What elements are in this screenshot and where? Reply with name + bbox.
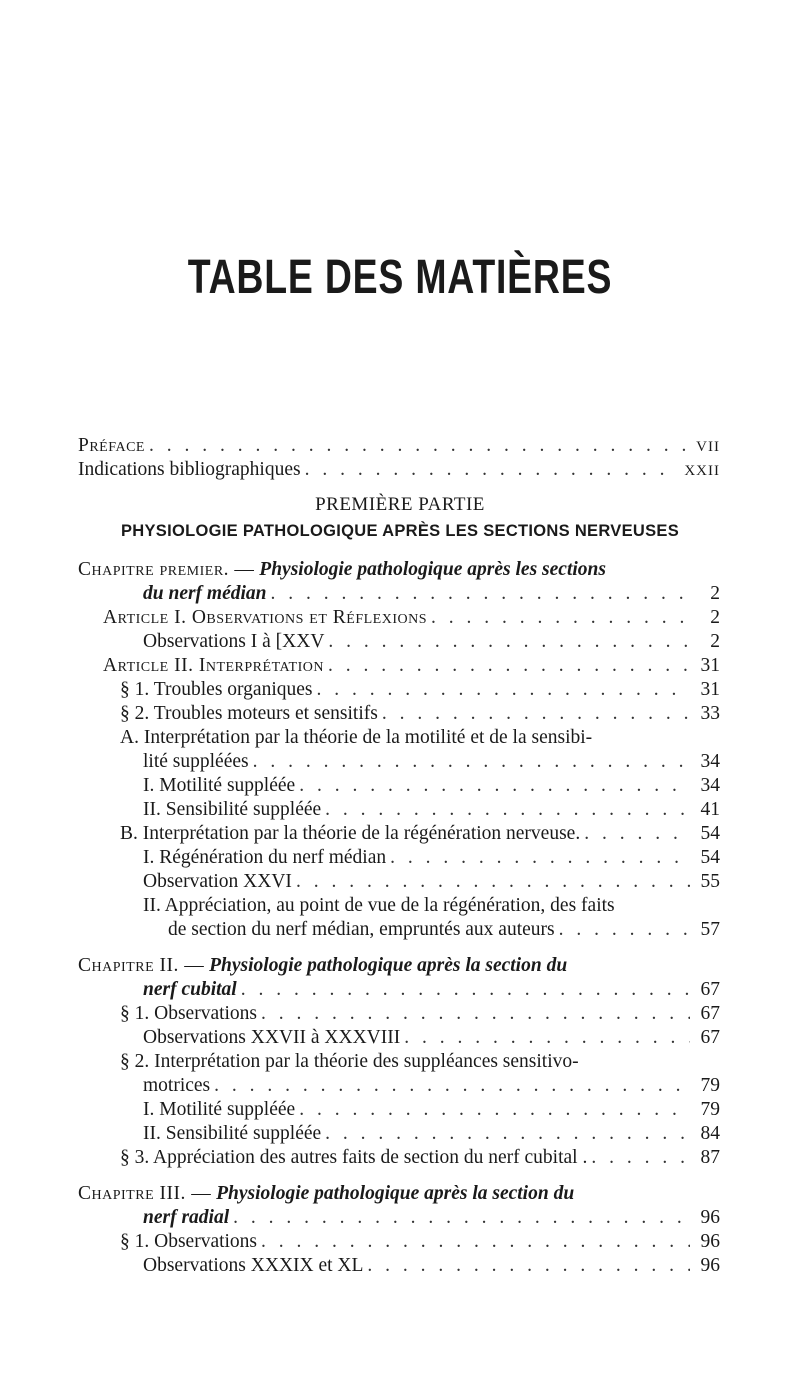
toc-label: II. Sensibilité suppléée: [143, 799, 322, 820]
toc-label: Article II. Interprétation: [103, 655, 324, 676]
toc-page: 96: [700, 1255, 720, 1276]
chapter-prefix: Chapitre III. —: [78, 1183, 212, 1204]
toc-entry-a-line2: [143, 750, 720, 774]
toc-label: II. Sensibilité suppléée: [143, 1123, 322, 1144]
toc-entry: [143, 1254, 720, 1278]
toc-page: 2: [710, 583, 720, 604]
toc-page: XXII: [684, 463, 720, 479]
toc-page: 2: [710, 607, 720, 628]
toc-entry: [120, 1230, 720, 1254]
toc-label: Préface: [78, 435, 145, 456]
chapter-3-heading: [78, 1182, 574, 1206]
toc-page: 34: [700, 751, 720, 772]
toc-page: 54: [700, 823, 720, 844]
toc-label: I. Motilité suppléée: [143, 775, 296, 796]
toc-entry: [120, 702, 720, 726]
toc-entry-s2-line2: [143, 1074, 720, 1098]
toc-label: § 1. Observations: [120, 1231, 258, 1252]
toc-label: motrices: [143, 1075, 211, 1096]
toc-entry: [143, 1098, 720, 1122]
toc-entry-bibliography: [78, 458, 720, 483]
toc-page: 79: [700, 1075, 720, 1096]
toc-label: § 1. Observations: [120, 1003, 258, 1024]
toc-entry: [143, 798, 720, 822]
toc-label: I. Motilité suppléée: [143, 1099, 296, 1120]
part-title: PREMIÈRE PARTIE: [315, 494, 485, 515]
chapter-title: nerf cubital: [143, 979, 237, 1000]
toc-page: 41: [700, 799, 720, 820]
toc-page: 57: [700, 919, 720, 940]
toc-entry: [120, 678, 720, 702]
chapter-1-title-cont: [143, 582, 720, 606]
toc-page: 55: [700, 871, 720, 892]
toc-entry: [143, 1026, 720, 1050]
toc-page: VII: [696, 439, 720, 455]
toc-entry: [120, 822, 720, 846]
toc-entry: [143, 1122, 720, 1146]
toc-label: de section du nerf médian, empruntés aux auteurs: [168, 919, 555, 940]
toc-entry: [143, 846, 720, 870]
toc-label: Observations XXVII à XXXVIII: [143, 1027, 401, 1048]
chapter-prefix: Chapitre II. —: [78, 955, 205, 976]
toc-page: 87: [700, 1147, 720, 1168]
chapter-title: nerf radial: [143, 1207, 230, 1228]
toc-page: 33: [700, 703, 720, 724]
toc-label: Observation XXVI: [143, 871, 292, 892]
toc-label: Observations I à [XXV: [143, 631, 325, 652]
toc-entry-ii-line1: II. Appréciation, au point de vue de la régénération, des faits: [143, 895, 615, 916]
toc-label: lité suppléées: [143, 751, 249, 772]
toc-label: Indications bibliographiques: [78, 459, 301, 480]
toc-entry-ii-line2: [168, 918, 720, 942]
toc-page: 54: [700, 847, 720, 868]
toc-page: 96: [700, 1231, 720, 1252]
toc-entry: [143, 870, 720, 894]
toc-entry: [103, 654, 720, 678]
toc-label: I. Régénération du nerf médian: [143, 847, 387, 868]
page-title: TABLE DES MATIÈRES: [187, 251, 613, 304]
toc-label: B. Interprétation par la théorie de la régénération nerveuse.: [120, 823, 581, 844]
part-subtitle: PHYSIOLOGIE PATHOLOGIQUE APRÈS LES SECTIONS NERVEUSES: [120, 522, 680, 540]
chapter-3-title-cont: [143, 1206, 720, 1230]
chapter-title: Physiologie pathologique après la section du: [216, 1183, 575, 1204]
toc-page: 31: [700, 679, 720, 700]
toc-label: § 1. Troubles organiques: [120, 679, 313, 700]
chapter-title: Physiologie pathologique après les sections: [259, 559, 606, 580]
toc-page: 67: [700, 1003, 720, 1024]
toc-page: 2: [710, 631, 720, 652]
toc-entry-s2-line1: § 2. Interprétation par la théorie des suppléances sensitivo-: [120, 1051, 579, 1072]
chapter-prefix: Chapitre premier. —: [78, 559, 255, 580]
toc-label: § 3. Appréciation des autres faits de section du nerf cubital .: [120, 1147, 588, 1168]
toc-label: Article I. Observations et Réflexions: [103, 607, 427, 628]
toc-entry: [120, 1146, 720, 1170]
toc-entry: [103, 606, 720, 630]
toc-entry-preface: [78, 434, 720, 459]
toc-entry-a-line1: A. Interprétation par la théorie de la motilité et de la sensibi-: [120, 727, 593, 748]
toc-entry: [143, 630, 720, 654]
toc-entry: [120, 1002, 720, 1026]
toc-label: Observations XXXIX et XL: [143, 1255, 364, 1276]
toc-page: 34: [700, 775, 720, 796]
toc-page: 31: [700, 655, 720, 676]
toc-page: 67: [700, 979, 720, 1000]
chapter-title: du nerf médian: [143, 583, 267, 604]
toc-page: 84: [700, 1123, 720, 1144]
toc-page: 67: [700, 1027, 720, 1048]
chapter-1-heading: [78, 558, 606, 582]
toc-page: 96: [700, 1207, 720, 1228]
chapter-2-title-cont: [143, 978, 720, 1002]
toc-page: 79: [700, 1099, 720, 1120]
chapter-2-heading: [78, 954, 567, 978]
toc-entry: [143, 774, 720, 798]
toc-label: § 2. Troubles moteurs et sensitifs: [120, 703, 378, 724]
chapter-title: Physiologie pathologique après la section du: [209, 955, 568, 976]
